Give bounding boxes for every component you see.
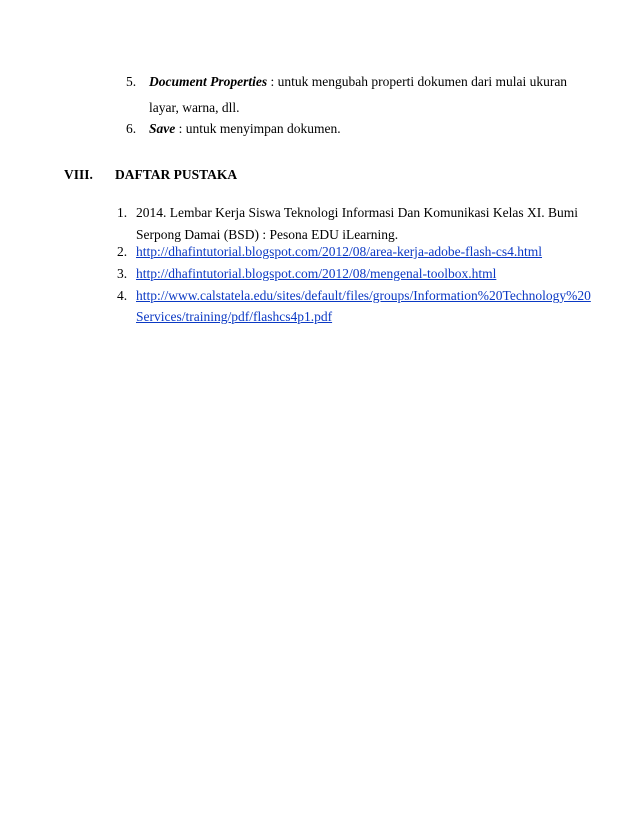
reference-link[interactable]: http://dhafintutorial.blogspot.com/2012/08/mengenal-toolbox.html — [136, 266, 497, 281]
section-number: VIII. — [64, 167, 93, 182]
reference-number: 4. — [117, 288, 128, 303]
reference-link[interactable]: http://dhafintutorial.blogspot.com/2012/08/area-kerja-adobe-flash-cs4.html — [136, 244, 543, 259]
section-title: DAFTAR PUSTAKA — [115, 167, 238, 182]
reference-text: 2014. Lembar Kerja Siswa Teknologi Informasi Dan Komunikasi Kelas XI. Bumi — [136, 205, 578, 220]
term-document-properties: Document Properties — [149, 74, 268, 89]
reference-number: 3. — [117, 266, 128, 281]
list-item-document-properties — [149, 74, 567, 90]
list-number: 6. — [126, 121, 137, 136]
term-description-continued: layar, warna, dll. — [149, 100, 240, 115]
term-description: : untuk mengubah properti dokumen dari mulai ukuran — [267, 74, 568, 89]
reference-link[interactable]: http://www.calstatela.edu/sites/default/files/groups/Information%20Technology%20 — [136, 288, 591, 303]
term-save: Save — [149, 121, 176, 136]
list-item-save — [149, 121, 341, 137]
reference-number: 2. — [117, 244, 128, 259]
list-number: 5. — [126, 74, 137, 89]
term-description: : untuk menyimpan dokumen. — [175, 121, 341, 136]
reference-number: 1. — [117, 205, 128, 220]
reference-link-continued[interactable]: Services/training/pdf/flashcs4p1.pdf — [136, 309, 333, 324]
reference-text-continued: Serpong Damai (BSD) : Pesona EDU iLearning. — [136, 227, 399, 242]
